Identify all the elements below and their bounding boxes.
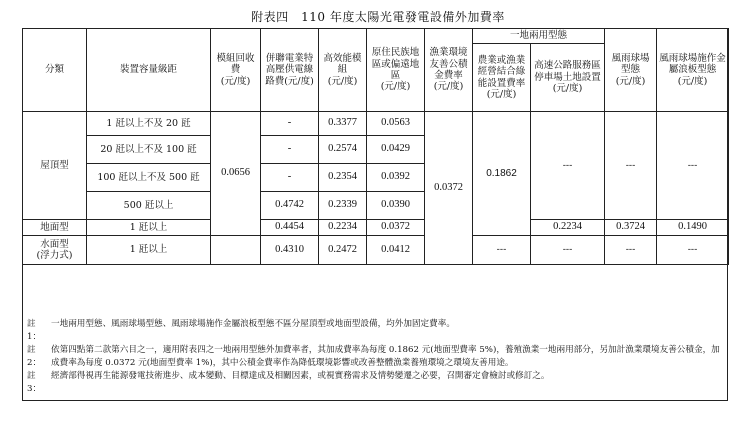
header-agri-fishery: 農業或漁業經營結合綠能設置費率 (元/度) <box>473 44 531 112</box>
page-title: 附表四 110 年度太陽光電發電設備外加費率 <box>251 10 505 24</box>
note-label: 註 3： <box>27 371 42 394</box>
header-rain-court-roof: 風雨球場施作金屬浪板型態 (元/度) <box>657 29 729 112</box>
table-row <box>23 112 729 136</box>
header-category: 分類 <box>23 29 87 112</box>
note-item <box>27 344 727 370</box>
header-capacity: 裝置容量級距 <box>87 29 211 112</box>
cell-grid: 0.4310 <box>261 236 319 265</box>
cell-grid: - <box>261 112 319 136</box>
rate-table <box>22 28 729 265</box>
header-rain-court: 風雨球場型態 (元/度) <box>605 29 657 112</box>
cell-indig: 0.0412 <box>367 236 425 265</box>
cell-eff: 0.3377 <box>319 112 367 136</box>
cell-rooftop-rain: --- <box>605 112 657 220</box>
cell-eff: 0.2234 <box>319 220 367 236</box>
header-grid-connect: 併聯電業特高壓供電線路費(元/度) <box>261 29 319 112</box>
header-high-efficiency: 高效能模組 (元/度) <box>319 29 367 112</box>
rate-table-frame <box>22 28 728 401</box>
cell-capacity: 20 瓩以上不及 100 瓩 <box>87 136 211 164</box>
note-text: 依第四點第二款第六目之一，適用附表四之一地兩用型態外加費率者，其加成費率為每度 0.1862 元(地面型費率 5%)，養殖漁業一地兩用部分，另加計漁業環境友善公積金，加成費率為每度 0.0372 元(地面型費率 1%)，其中公積金費率作為降低環境影響或改善整體漁業養殖環境之環境友善用途。 <box>51 345 720 368</box>
cell-eff: 0.2574 <box>319 136 367 164</box>
note-item <box>27 370 727 396</box>
cell-capacity: 1 瓩以上不及 20 瓩 <box>87 112 211 136</box>
cell-capacity: 1 瓩以上 <box>87 220 211 236</box>
header-highway: 高速公路服務區停車場土地設置 (元/度) <box>531 44 605 112</box>
cell-rooftop-agri: 0.1862 <box>473 112 531 236</box>
cell-water-agri: --- <box>473 236 531 265</box>
note-text: 一地兩用型態、風雨球場型態、風雨球場施作金屬浪板型態不區分屋頂型或地面型設備，均外加固定費率。 <box>51 319 455 329</box>
cell-grid: - <box>261 164 319 192</box>
note-text: 經濟部得視再生能源發電技術進步、成本變動、目標達成及相關因素，或視實務需求及情勢變遷之必要，召開審定會檢討或修訂之。 <box>51 371 550 381</box>
cell-module-recycle: 0.0656 <box>211 112 261 236</box>
header-fishery-fund: 漁業環境友善公積金費率 (元/度) <box>425 29 473 112</box>
cell-water-roof: --- <box>657 236 729 265</box>
table-row <box>23 236 729 265</box>
cell-category-ground: 地面型 <box>23 220 87 236</box>
cell-rooftop-highway: --- <box>531 112 605 220</box>
header-indigenous: 原住民族地區或偏遠地區 (元/度) <box>367 29 425 112</box>
cell-ground-highway: 0.2234 <box>531 220 605 236</box>
cell-indig: 0.0392 <box>367 164 425 192</box>
note-label: 註 1： <box>27 319 42 342</box>
cell-grid: 0.4454 <box>261 220 319 236</box>
cell-module-recycle-water <box>211 236 261 265</box>
cell-category-water: 水面型 (浮力式) <box>23 236 87 265</box>
cell-eff: 0.2354 <box>319 164 367 192</box>
cell-water-highway: --- <box>531 236 605 265</box>
notes <box>27 318 727 396</box>
cell-indig: 0.0563 <box>367 112 425 136</box>
cell-rooftop-roof: --- <box>657 112 729 220</box>
cell-eff: 0.2339 <box>319 192 367 220</box>
note-item <box>27 318 727 344</box>
table-row <box>23 220 729 236</box>
cell-indig: 0.0429 <box>367 136 425 164</box>
header-dual-use: 一地兩用型態 <box>473 29 605 44</box>
header-module-recycle: 模組回收費 (元/度) <box>211 29 261 112</box>
cell-indig: 0.0372 <box>367 220 425 236</box>
note-label: 註 2： <box>27 345 42 368</box>
cell-grid: 0.4742 <box>261 192 319 220</box>
cell-capacity: 1 瓩以上 <box>87 236 211 265</box>
cell-capacity: 500 瓩以上 <box>87 192 211 220</box>
cell-water-rain: --- <box>605 236 657 265</box>
cell-fishery-fund: 0.0372 <box>425 112 473 265</box>
cell-category-rooftop: 屋頂型 <box>23 112 87 220</box>
cell-grid: - <box>261 136 319 164</box>
cell-ground-rain: 0.3724 <box>605 220 657 236</box>
cell-indig: 0.0390 <box>367 192 425 220</box>
cell-capacity: 100 瓩以上不及 500 瓩 <box>87 164 211 192</box>
cell-ground-roof: 0.1490 <box>657 220 729 236</box>
cell-eff: 0.2472 <box>319 236 367 265</box>
